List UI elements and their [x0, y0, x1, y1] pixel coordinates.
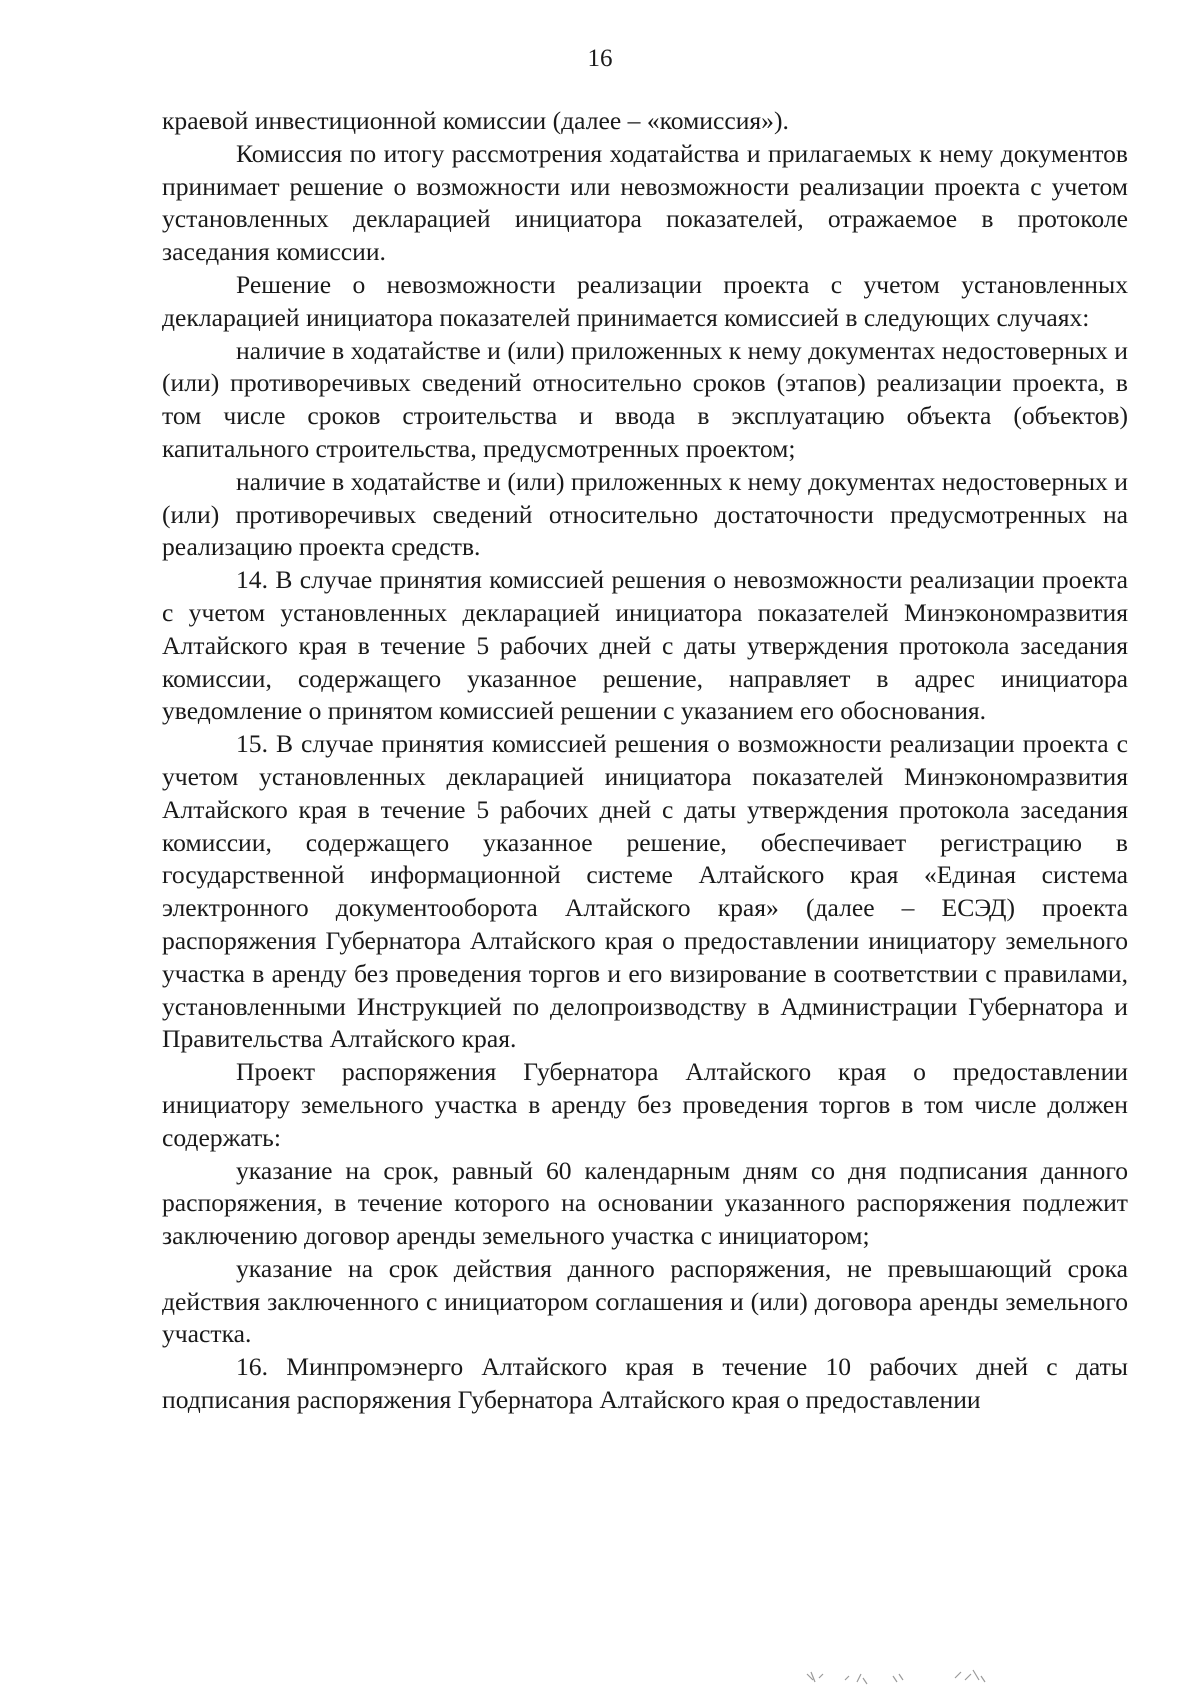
paragraph-continuation: краевой инвестиционной комиссии (далее – «комиссия»).	[162, 106, 789, 135]
paragraph-case-deadlines: наличие в ходатайстве и (или) приложенных к нему документах недостоверных и (или) противоречивых сведений относительно сроков (этапов) реализации проекта, в том числе сроков строительства и ввода в эксплуатацию объекта (объектов) капитального строительства, предусмотренных проектом;	[162, 335, 1128, 463]
paragraph-draft-order: Проект распоряжения Губернатора Алтайского края о предоставлении инициатору земельного участка в аренду без проведения торгов в том числе должен содержать:	[162, 1057, 1128, 1152]
paragraph-validity-term: указание на срок действия данного распоряжения, не превышающий срока действия заключенного с инициатором соглашения и (или) договора аренды земельного участка.	[162, 1253, 1128, 1349]
paragraph-clause-15: 15. В случае принятия комиссией решения о возможности реализации проекта с учетом установленных декларацией инициатора показателей Минэкономразвития Алтайского края в течение 5 рабочих дней с даты утверждения протокола заседания комиссии, содержащего указанное решение, обеспечивает регистрацию в государственной информационной системе Алтайского края «Единая система электронного документооборота Алтайского края» (далее – ЕСЭД) проекта распоряжения Губернатора Алтайского края о предоставлении инициатору земельного участка в аренду без проведения торгов и его визирование в соответствии с правилами, установленными Инструкцией по делопроизводству в Администрации Губернатора и Правительства Алтайского края.	[162, 729, 1128, 1054]
paragraph-clause-16: 16. Минпромэнерго Алтайского края в течение 10 рабочих дней с даты подписания распоряжения Губернатора Алтайского края о предоставлении	[162, 1352, 1128, 1415]
paragraph-commission-decision: Комиссия по итогу рассмотрения ходатайства и прилагаемых к нему документов принимает решение о возможности или невозможности реализации проекта с учетом установленных декларацией инициатора показателей, отражаемое в протоколе заседания комиссии.	[162, 138, 1128, 267]
scan-artifact-marks	[805, 1660, 1065, 1690]
paragraph-case-funding: наличие в ходатайстве и (или) приложенных к нему документах недостоверных и (или) противоречивых сведений относительно достаточности предусмотренных на реализацию проекта средств.	[162, 466, 1128, 562]
paragraph-term-60-days: указание на срок, равный 60 календарным дням со дня подписания данного распоряжения, в течение которого на основании указанного распоряжения подлежит заключению договор аренды земельного участка с инициатором;	[162, 1155, 1128, 1251]
paragraph-clause-14: 14. В случае принятия комиссией решения о невозможности реализации проекта с учетом установленных декларацией инициатора показателей Минэкономразвития Алтайского края в течение 5 рабочих дней с даты утверждения протокола заседания комиссии, содержащего указанное решение, направляет в адрес инициатора уведомление о принятом комиссией решении с указанием его обоснования.	[162, 565, 1128, 726]
paragraph-impossibility-cases: Решение о невозможности реализации проекта с учетом установленных декларацией инициатора показателей принимается комиссией в следующих случаях:	[162, 269, 1128, 332]
document-body	[162, 105, 1128, 1417]
page-number: 16	[587, 45, 613, 72]
